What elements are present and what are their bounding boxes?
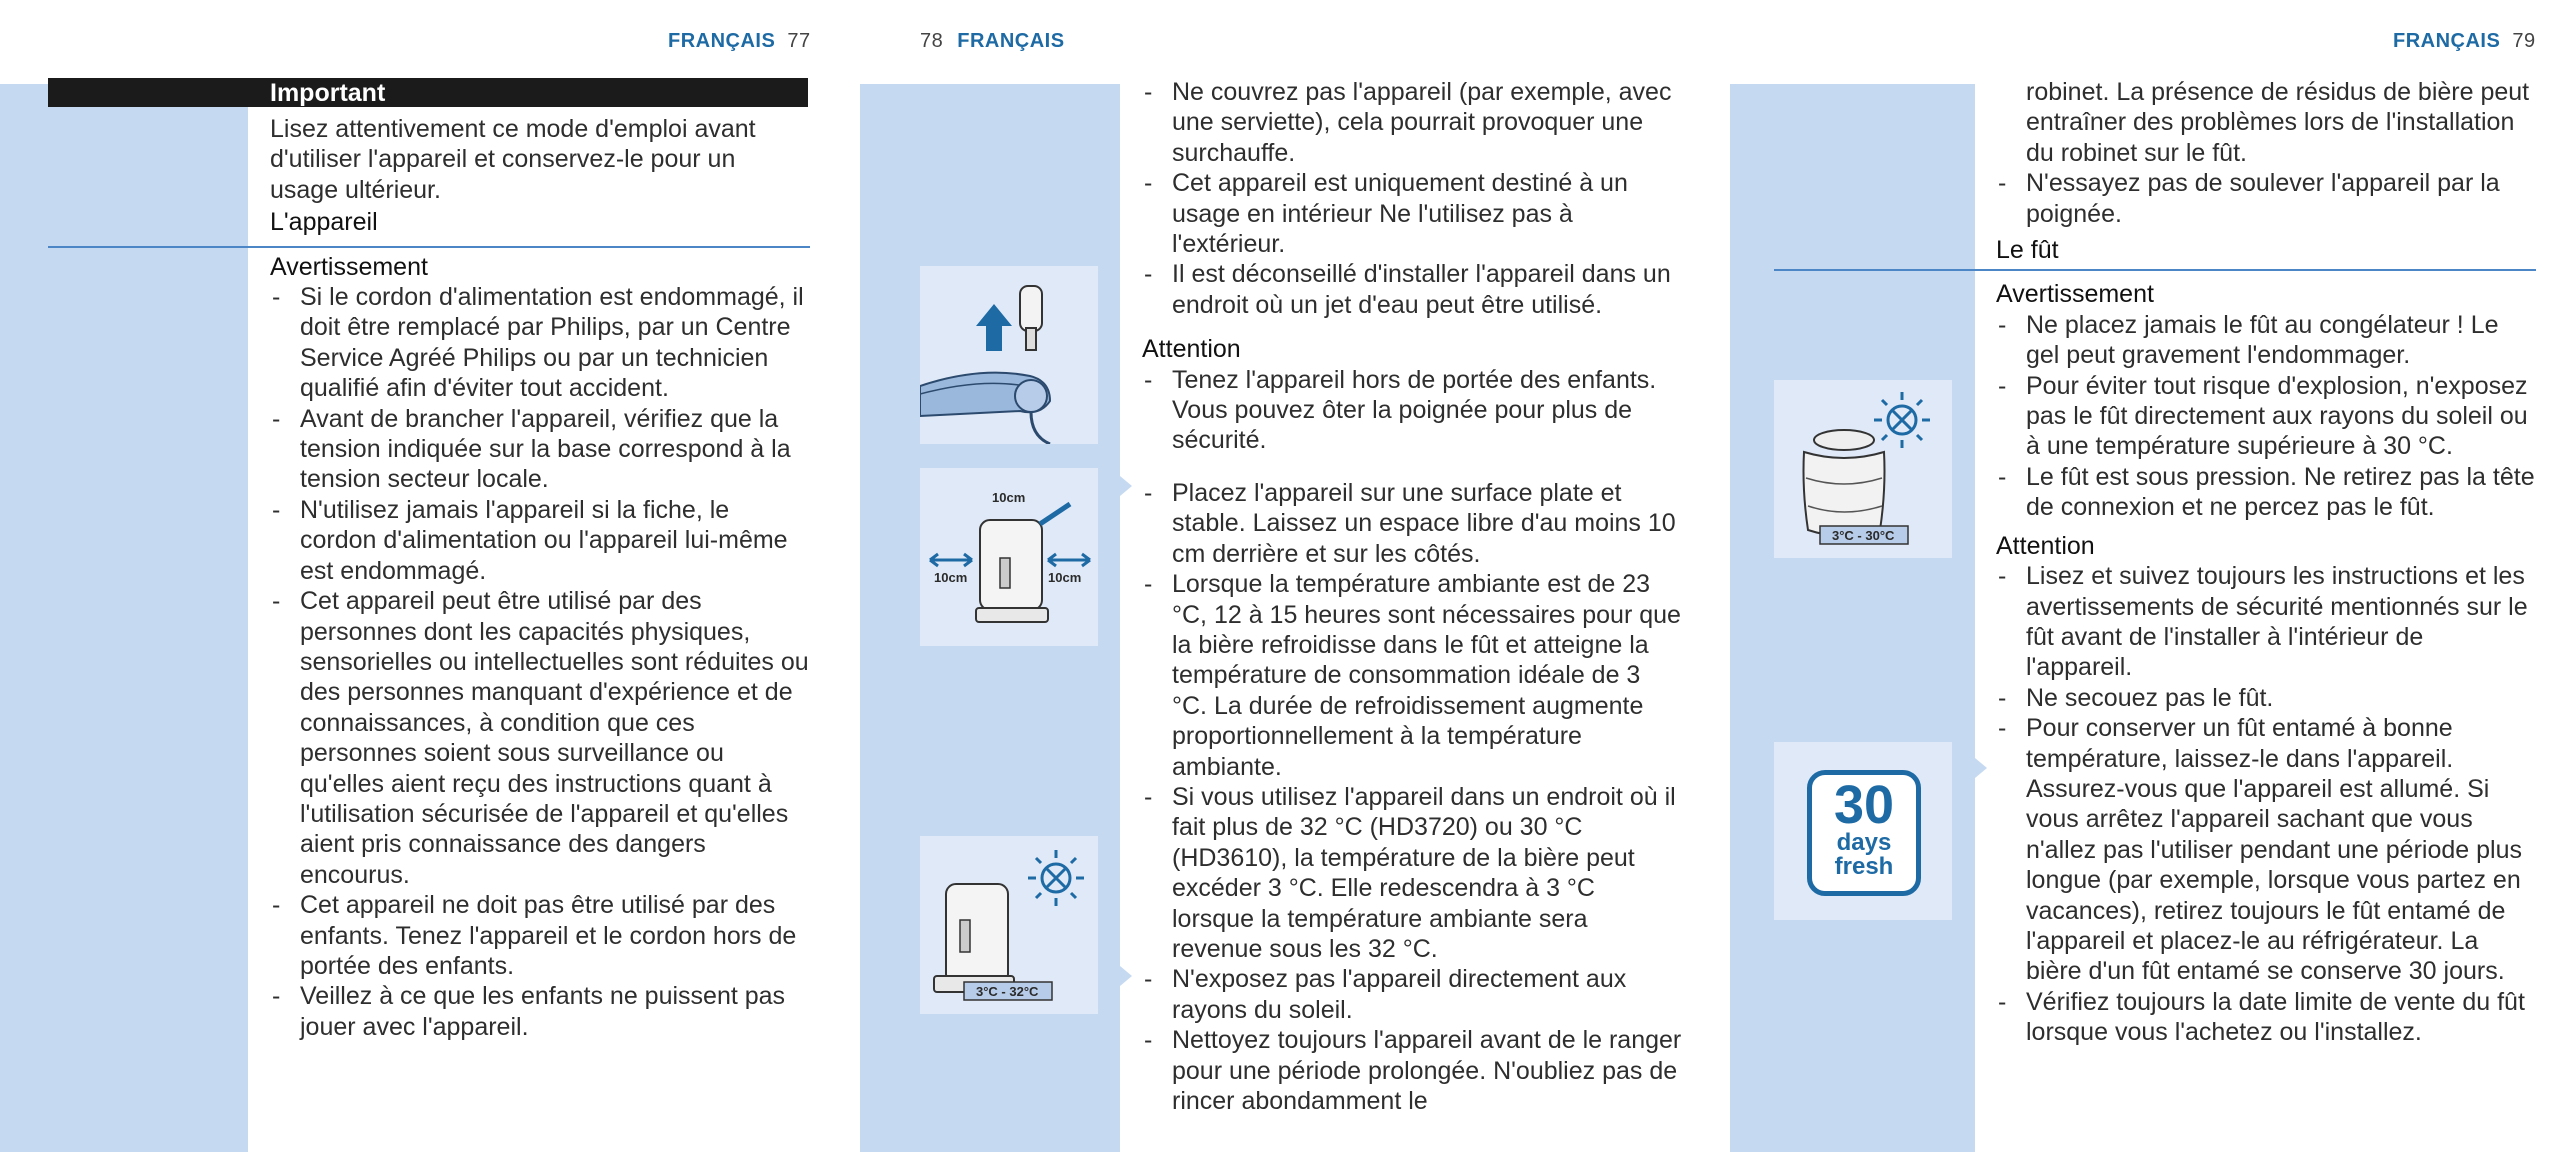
page77-margin-band (0, 84, 248, 1152)
fresh-badge (1807, 770, 1921, 896)
list-item: - N'utilisez jamais l'appareil si la fiche, le cordon d'alimentation ou l'appareil lui-même est endommagé. (270, 495, 810, 586)
page79-text-column (1996, 77, 2536, 1048)
pointer-triangle (1120, 476, 1132, 496)
list-item: - Ne couvrez pas l'appareil (par exemple, avec une serviette), cela pourrait provoquer une surchauffe. (1142, 77, 1682, 168)
list-item: - Cet appareil est uniquement destiné à un usage en intérieur Ne l'utilisez pas à l'extérieur. (1142, 168, 1682, 259)
important-heading-bar (48, 78, 808, 107)
illustration-30-days-fresh (1774, 742, 1952, 920)
list-item: - Nettoyez toujours l'appareil avant de le ranger pour une période prolongée. N'oubliez pas de rincer abondamment le (1142, 1025, 1682, 1116)
list-item: - Lorsque la température ambiante est de 23 °C, 12 à 15 heures sont nécessaires pour que la bière refroidisse dans le fût et atteigne la température de consommation idéale de 3 °C. La durée de refroidissement augmente proportionnellement à la température ambiante. (1142, 569, 1682, 782)
list-item: - Tenez l'appareil hors de portée des enfants. Vous pouvez ôter la poignée pour plus de sécurité. (1142, 365, 1682, 456)
clearance-label-top: 10cm (992, 490, 1026, 505)
list-item: - Si vous utilisez l'appareil dans un endroit où il fait plus de 32 °C (HD3720) ou 30 °C (HD3610), la température de la bière peut excéder 3 °C. Elle redescendra à 3 °C lorsque la température ambiante sera revenue sous les 32 °C. (1142, 782, 1682, 964)
list-item: - Lisez et suivez toujours les instructions et les avertissements de sécurité mentionnés sur le fût avant de l'installer à l'intérieur de l'appareil. (1996, 561, 2536, 683)
page77-lang: FRANÇAIS (668, 30, 776, 52)
list-item: - N'essayez pas de soulever l'appareil par la poignée. (1996, 168, 2536, 229)
list-item: - Avant de brancher l'appareil, vérifiez que la tension indiquée sur la base correspond à la tension secteur locale. (270, 404, 810, 495)
list-item: - Placez l'appareil sur une surface plate et stable. Laissez un espace libre d'au moins 10 cm derrière et sur les côtés. (1142, 478, 1682, 569)
list-item: - Pour conserver un fût entamé à bonne température, laissez-le dans l'appareil. Assurez-vous que l'appareil est allumé. Si vous arrêtez l'appareil sachant que vous n'allez pas l'utiliser pendant une période plus longue (par exemple, lorsque vous partez en vacances), retirez toujours le fût entamé de l'appareil et placez-le au réfrigérateur. La bière d'un fût entamé se conserve 30 jours. (1996, 713, 2536, 987)
list-item: - Ne placez jamais le fût au congélateur ! Le gel peut gravement l'endommager. (1996, 310, 2536, 371)
appliance-temp-label: 3°C - 32°C (976, 984, 1039, 999)
section-heading-appareil: L'appareil (270, 208, 378, 237)
page79-margin-band (1730, 84, 1975, 1152)
fresh-days: days (1836, 829, 1892, 856)
clearance-label-right: 10cm (1048, 570, 1082, 585)
attention-heading: Attention (1996, 531, 2095, 560)
list-item: - Vérifiez toujours la date limite de vente du fût lorsque vous l'achetez ou l'installez. (1996, 987, 2536, 1048)
page78-lang: FRANÇAIS (957, 30, 1065, 52)
attention-heading: Attention (1142, 335, 1241, 364)
keg-temp-label: 3°C - 30°C (1832, 528, 1895, 543)
intro-paragraph: Lisez attentivement ce mode d'emploi avant d'utiliser l'appareil et conservez-le pour un usage ultérieur. (270, 115, 756, 204)
pointer-triangle (1120, 966, 1132, 986)
pointer-triangle (1975, 758, 1987, 778)
illustration-clearance (920, 468, 1098, 646)
list-item: - Pour éviter tout risque d'explosion, n'exposez pas le fût directement aux rayons du soleil ou à une température supérieure à 30 °C. (1996, 371, 2536, 462)
warning-heading: Avertissement (270, 252, 428, 281)
list-item: - Veillez à ce que les enfants ne puissent pas jouer avec l'appareil. (270, 981, 810, 1042)
page77-text-column (270, 114, 810, 1042)
list-item: - Le fût est sous pression. Ne retirez pas la tête de connexion et ne percez pas le fût. (1996, 462, 2536, 523)
list-item: - Si le cordon d'alimentation est endommagé, il doit être remplacé par Philips, par un Centre Service Agréé Philips ou par un technicien qualifié afin d'éviter tout accident. (270, 282, 810, 404)
page78-number: 78 (920, 30, 944, 52)
illustration-tap-handle (920, 266, 1098, 444)
page79-header (2393, 30, 2536, 53)
list-item: - Il est déconseillé d'installer l'appareil dans un endroit où un jet d'eau peut être utilisé. (1142, 259, 1682, 320)
page77-number: 77 (787, 30, 811, 52)
page78-header (920, 30, 1065, 53)
clearance-label-left: 10cm (934, 570, 968, 585)
page79-number: 79 (2512, 30, 2536, 52)
list-item: - Cet appareil ne doit pas être utilisé par des enfants. Tenez l'appareil et le cordon hors de portée des enfants. (270, 890, 810, 981)
illustration-sun-appliance (920, 836, 1098, 1014)
page79-list-a (1996, 168, 2536, 229)
page78-list-b (1142, 365, 1682, 456)
list-item: - N'exposez pas l'appareil directement aux rayons du soleil. (1142, 964, 1682, 1025)
page78-list-c (1142, 478, 1682, 1117)
fresh-number: 30 (1833, 775, 1895, 835)
page79-list-c (1996, 561, 2536, 1048)
page78-text-column (1142, 77, 1682, 1116)
page79-lang: FRANÇAIS (2393, 30, 2501, 52)
continued-paragraph: robinet. La présence de résidus de bière peut entraîner des problèmes lors de l'installation du robinet sur le fût. (2026, 78, 2530, 167)
section-heading-fut: Le fût (1996, 236, 2059, 265)
page78-list-a (1142, 77, 1682, 320)
page79-list-b (1996, 310, 2536, 523)
warning-heading: Avertissement (1996, 280, 2154, 309)
list-item: - Ne secouez pas le fût. (1996, 683, 2536, 713)
illustration-keg-sun (1774, 380, 1952, 558)
list-item: - Cet appareil peut être utilisé par des personnes dont les capacités physiques, sensorielles ou intellectuelles sont réduites ou des personnes manquant d'expérience et de connaissances, à condition que ces personnes soient sous surveillance ou qu'elles aient reçu des instructions quant à l'utilisation sécurisée de l'appareil et qu'elles aient pris connaissance des dangers encourus. (270, 586, 810, 890)
warning-list (270, 282, 810, 1042)
important-heading: Important (270, 79, 386, 107)
fresh-word: fresh (1834, 853, 1894, 880)
page77-header (668, 30, 811, 53)
